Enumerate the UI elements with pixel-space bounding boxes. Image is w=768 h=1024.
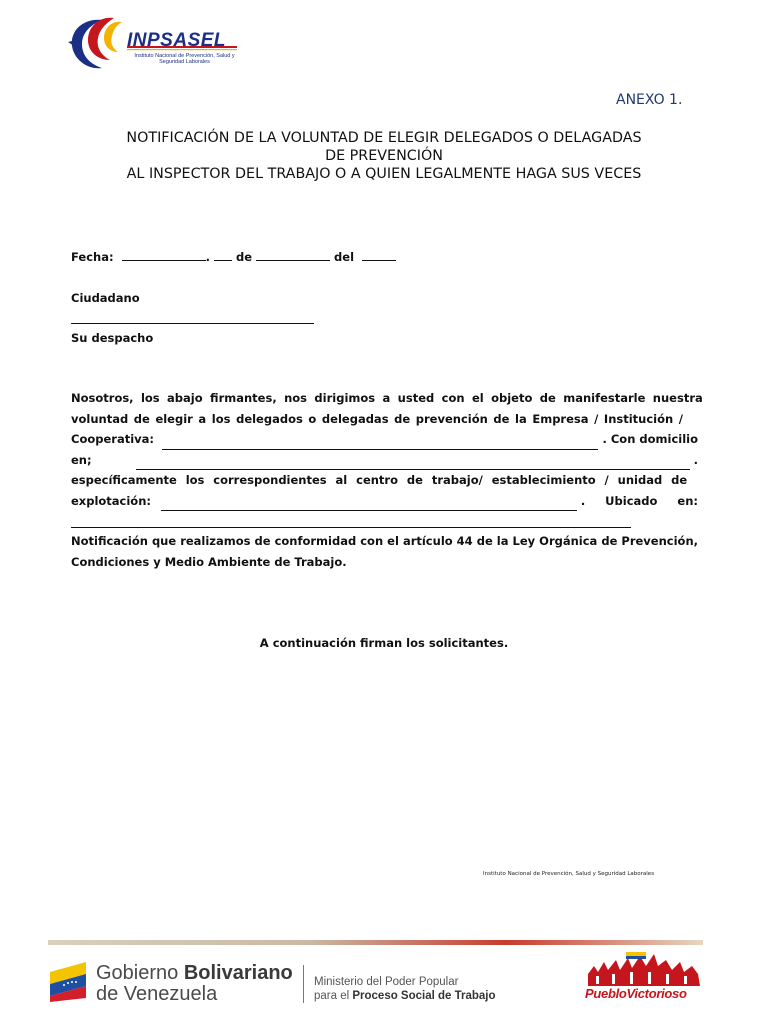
domicilio-blank[interactable] (136, 455, 690, 470)
explotacion-label: explotación: (71, 493, 151, 508)
ministerio-line-2: para el Proceso Social de Trabajo (314, 990, 496, 1002)
annex-label: ANEXO 1. (616, 92, 683, 108)
signers-line: A continuación firman los solicitantes. (259, 636, 509, 650)
day-blank[interactable] (122, 260, 206, 261)
title-line-2: DE PREVENCIÓN (325, 148, 443, 164)
del-label: del (334, 250, 355, 264)
title-line-1: NOTIFICACIÓN DE LA VOLUNTAD DE ELEGIR DELEGADOS O DELAGADAS (126, 130, 642, 146)
venezuela-flag-icon (48, 958, 90, 1002)
body-line-1: Nosotros, los abajo firmantes, nos dirigimos a usted con el objeto de manifestarle nuestra (71, 391, 703, 405)
body-paragraph: Nosotros, los abajo firmantes, nos dirigimos a usted con el objeto de manifestarle nuestra voluntad de elegir a los delegados o delegadas de prevención de la Empresa / Institución / Cooperativa: . Con domicilio en; . específicamente los correspondientes al centro de trabajo/ establecimiento / unidad de explotación: . Ubicado en: (71, 388, 698, 511)
fecha-label: Fecha: (71, 250, 114, 264)
cooperativa-blank[interactable] (162, 435, 598, 450)
logo-subtitle: Instituto Nacional de Prevención, Salud y Seguridad Laborales (134, 53, 235, 65)
domicilio-label: . Con domicilio (602, 432, 698, 446)
ministerio-line-1: Ministerio del Poder Popular (314, 976, 459, 988)
notification-paragraph: Notificación que realizamos de conformidad con el artículo 44 de la Ley Orgánica de Prevención, Condiciones y Medio Ambiente de Trabajo. (71, 534, 698, 569)
footer-separator (303, 965, 304, 1003)
cooperativa-label: Cooperativa: (71, 432, 154, 446)
document-title (40, 129, 728, 183)
gobierno-text: Gobierno Bolivariano (96, 962, 293, 984)
pueblo-victorioso-logo (586, 952, 702, 986)
body-line-2: voluntad de elegir a los delegados o delegadas de prevención de la Empresa / Institución / (71, 411, 683, 426)
en-label: en; (71, 452, 92, 467)
ciudadano-label: Ciudadano (71, 291, 140, 305)
footer-divider (48, 940, 703, 945)
body-line-5: específicamente los correspondientes al centro de trabajo/ establecimiento / unidad de (71, 473, 688, 487)
date-row: Fecha: . de del (71, 250, 396, 264)
title-line-3: AL INSPECTOR DEL TRABAJO O A QUIEN LEGALMENTE HAGA SUS VECES (126, 166, 642, 182)
institute-footer-text: Instituto Nacional de Prevención, Salud y Seguridad Laborales (483, 871, 655, 877)
day-number-blank[interactable] (214, 260, 232, 261)
de-label: de (235, 250, 253, 264)
ubicado-label: . Ubicado en: (580, 493, 698, 508)
year-blank[interactable] (362, 260, 396, 261)
su-despacho-label: Su despacho (71, 331, 154, 345)
explotacion-blank[interactable] (161, 496, 577, 511)
logo-name: INPSASEL (127, 30, 227, 51)
month-blank[interactable] (256, 260, 330, 261)
ubicado-blank[interactable] (71, 527, 631, 528)
pueblo-victorioso-text: PuebloVictorioso (585, 986, 687, 1001)
venezuela-text: de Venezuela (96, 983, 218, 1005)
ciudadano-blank[interactable] (71, 323, 314, 324)
